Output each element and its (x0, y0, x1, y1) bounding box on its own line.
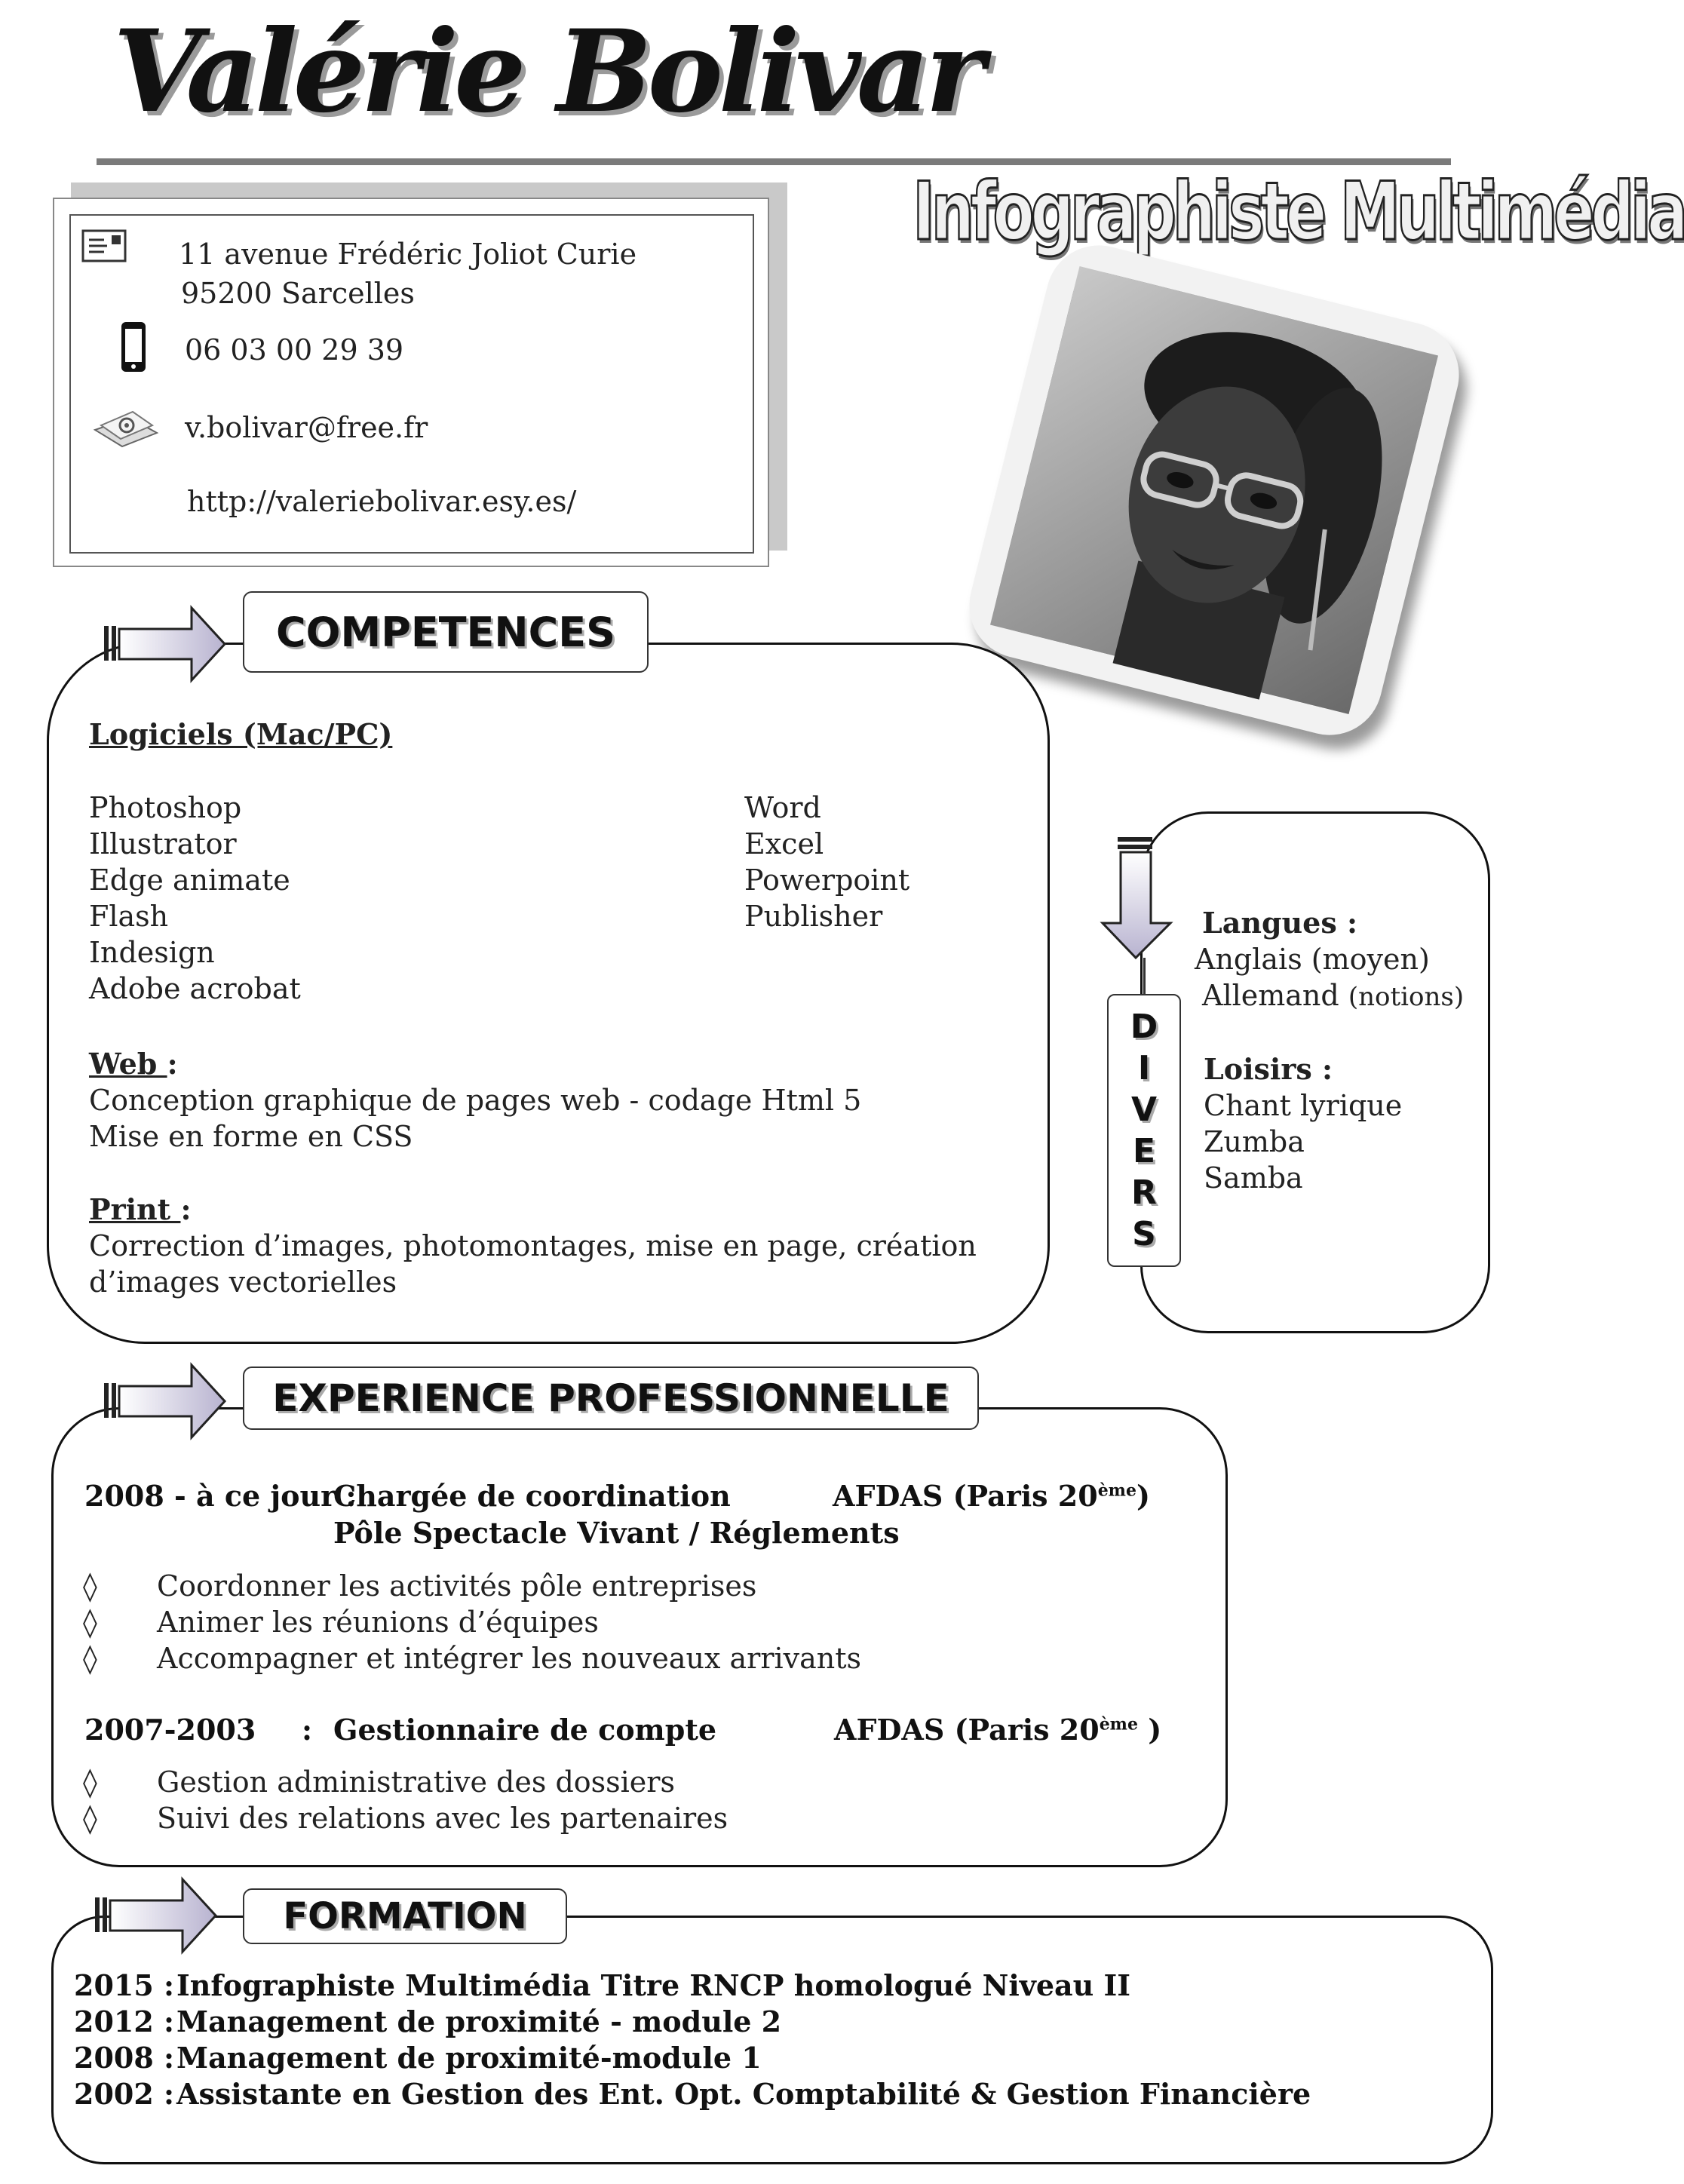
formation-label: Management de proximité-module 1 (176, 2041, 762, 2075)
hobbies-heading: Loisirs : (1204, 1052, 1333, 1086)
formation-title: FORMATION (243, 1888, 567, 1944)
formation-year: 2008 : (74, 2041, 175, 2075)
bullet-diamond-icon: ◊ (83, 1802, 97, 1835)
bullet-diamond-icon: ◊ (83, 1765, 97, 1799)
job1-period: 2008 - à ce jour : (84, 1479, 357, 1513)
web-heading: Web (89, 1047, 167, 1081)
job1-role-line2: Pôle Spectacle Vivant / Réglements (333, 1516, 900, 1550)
mobile-phone-icon (119, 320, 148, 374)
divers-title (1107, 994, 1181, 1267)
competences-content (89, 716, 392, 753)
header-divider (97, 158, 1451, 165)
formation-year: 2015 : (74, 1968, 175, 2002)
print-heading: Print (89, 1192, 181, 1226)
print-block (89, 1192, 977, 1300)
candidate-name: Valérie Bolivar (113, 5, 981, 138)
divers-content (1195, 905, 1464, 1196)
languages-heading: Langues : (1202, 906, 1357, 940)
job2-role: Gestionnaire de compte (333, 1713, 717, 1747)
bullet-diamond-icon: ◊ (83, 1569, 97, 1603)
divers-letter: S (1132, 1215, 1156, 1253)
formation-year: 2002 : (74, 2077, 175, 2111)
formation-label: Infographiste Multimédia Titre RNCP homologué Niveau II (176, 1968, 1131, 2002)
software-item: Word (744, 791, 821, 824)
language-german-level: (notions) (1348, 982, 1465, 1012)
divers-letter: V (1130, 1090, 1158, 1129)
divers-letter: I (1137, 1049, 1151, 1087)
software-heading: Logiciels (Mac/PC) (89, 717, 393, 751)
job1-task: Accompagner et intégrer les nouveaux arrivants (157, 1642, 862, 1675)
experience-arrow-icon (101, 1360, 229, 1442)
formation-section (51, 1916, 1493, 2164)
bullet-diamond-icon: ◊ (83, 1642, 97, 1675)
job1-task: Animer les réunions d’équipes (157, 1606, 599, 1639)
web-block (89, 1046, 861, 1155)
hobby-item: Zumba (1204, 1125, 1305, 1158)
divers-letter: R (1131, 1173, 1157, 1212)
competences-arrow-icon (101, 603, 229, 685)
web-line: Conception graphique de pages web - codage Html 5 (89, 1084, 862, 1117)
job1-employer: AFDAS (Paris 20ème) (833, 1479, 1150, 1513)
email-address[interactable]: v.bolivar@free.fr (185, 411, 428, 444)
website-url[interactable]: http://valeriebolivar.esy.es/ (187, 485, 577, 518)
print-line: Correction d’images, photomontages, mise en page, création (89, 1229, 977, 1262)
job1-role: Chargée de coordination (333, 1479, 731, 1513)
formation-year: 2012 : (74, 2005, 175, 2038)
software-item: Excel (744, 827, 824, 860)
job2-task: Suivi des relations avec les partenaires (157, 1802, 729, 1835)
software-list-col2 (744, 790, 909, 934)
formation-arrow-icon (92, 1875, 220, 1956)
software-item: Edge animate (89, 863, 290, 897)
formation-label: Management de proximité - module 2 (176, 2005, 782, 2038)
software-item: Photoshop (89, 791, 242, 824)
hobby-item: Samba (1204, 1161, 1303, 1195)
software-item: Publisher (744, 900, 883, 933)
job2-task: Gestion administrative des dossiers (157, 1765, 675, 1799)
web-line: Mise en forme en CSS (89, 1120, 413, 1153)
language-german: Allemand (1202, 979, 1339, 1012)
divers-connector (1143, 958, 1146, 995)
address-line-1: 11 avenue Frédéric Joliot Curie (179, 238, 637, 271)
address-line-2: 95200 Sarcelles (181, 277, 415, 310)
web-colon: : (167, 1047, 178, 1081)
software-item: Indesign (89, 936, 215, 969)
envelope-icon (81, 229, 128, 264)
competences-title: COMPETENCES (243, 591, 649, 673)
formation-label: Assistante en Gestion des Ent. Opt. Comptabilité & Gestion Financière (176, 2077, 1311, 2111)
software-item: Flash (89, 900, 169, 933)
job-title: Infographiste Multimédia (913, 165, 1684, 258)
language-english: Anglais (moyen) (1195, 943, 1430, 976)
software-item: Illustrator (89, 827, 237, 860)
print-line: d’images vectorielles (89, 1265, 397, 1299)
phone-number: 06 03 00 29 39 (185, 333, 404, 367)
divers-arrow-icon (1100, 834, 1175, 962)
experience-title: EXPERIENCE PROFESSIONNELLE (243, 1367, 979, 1430)
bullet-diamond-icon: ◊ (83, 1606, 97, 1639)
print-colon: : (180, 1192, 192, 1226)
software-item: Powerpoint (744, 863, 910, 897)
hobby-item: Chant lyrique (1204, 1089, 1403, 1122)
job2-employer: AFDAS (Paris 20ème ) (834, 1713, 1162, 1747)
job2-separator: : (302, 1713, 313, 1747)
email-icon (90, 407, 160, 449)
job2-period: 2007-2003 (84, 1713, 256, 1747)
divers-letter: D (1130, 1008, 1158, 1046)
job1-task: Coordonner les activités pôle entreprises (157, 1569, 757, 1603)
software-item: Adobe acrobat (89, 972, 301, 1005)
software-list-col1 (89, 790, 301, 1007)
divers-letter: E (1132, 1132, 1156, 1170)
